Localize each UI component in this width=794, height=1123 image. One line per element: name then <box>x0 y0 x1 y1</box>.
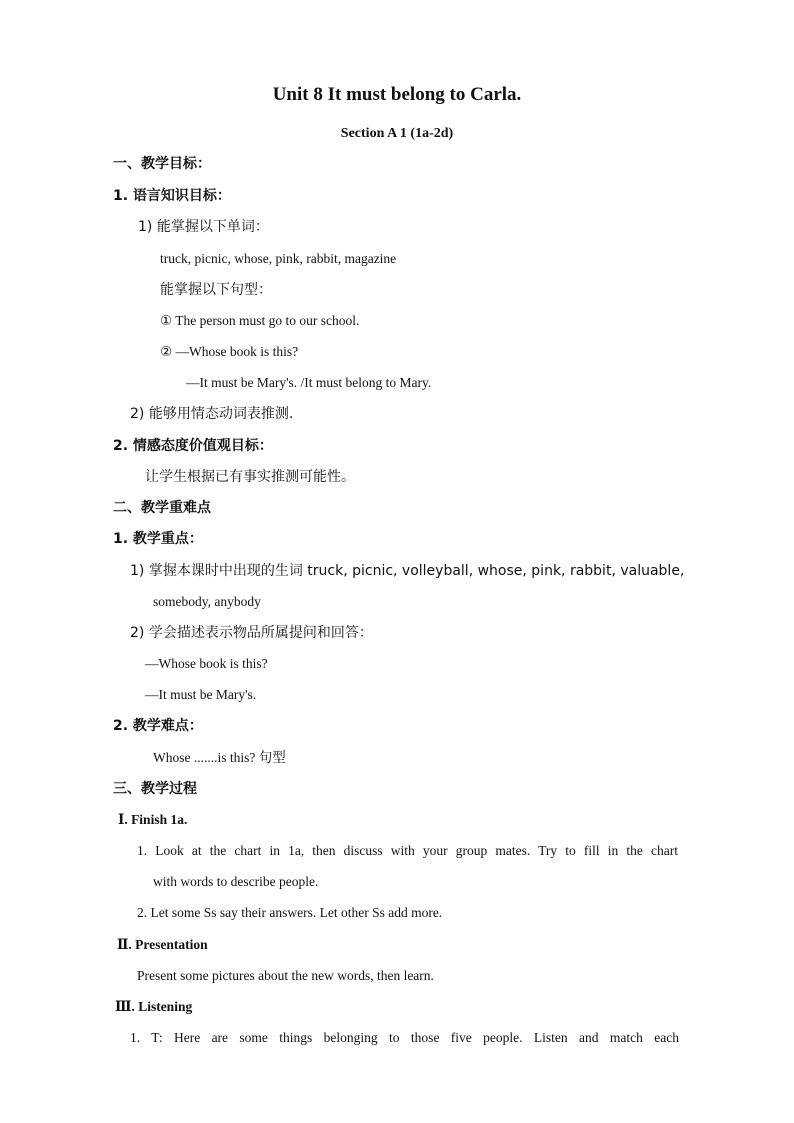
example-answer: —It must be Mary's. <box>145 687 257 702</box>
step-2-text: Present some pictures about the new words, then learn. <box>137 968 434 983</box>
key-point-2: 2) 学会描述表示物品所属提问和回答： <box>130 625 373 641</box>
section-subtitle: Section A 1 (1a-2d) <box>340 126 454 141</box>
step-1-heading: Ⅰ. Finish 1a. <box>118 812 188 827</box>
step-3-item-1: 1. T: Here are some things belonging to those five people. Listen and match each <box>130 1030 679 1045</box>
objective-attitude: 2. 情感态度价值观目标： <box>113 438 273 454</box>
step-2-heading: Ⅱ. Presentation <box>117 937 208 952</box>
step-1-item-2: 2. Let some Ss say their answers. Let other Ss add more. <box>137 905 443 920</box>
attitude-text: 让学生根据已有事实推测可能性。 <box>145 469 355 485</box>
pattern-intro: 能掌握以下句型： <box>160 282 272 298</box>
heading-teaching-process: 三、教学过程 <box>113 781 197 797</box>
objective-modal-verbs: 2) 能够用情态动词表推测. <box>130 406 294 422</box>
key-point-1-cont: somebody, anybody <box>153 594 261 609</box>
pattern-2-question: ② —Whose book is this? <box>160 344 299 359</box>
difficult-point-text: Whose .......is this? 句型 <box>153 750 286 765</box>
pattern-1: ① The person must go to our school. <box>160 313 360 328</box>
document-title: Unit 8 It must belong to Carla. <box>272 84 522 105</box>
key-point-1: 1) 掌握本课时中出现的生词 truck, picnic, volleyball, whose, pink, rabbit, valuable, <box>130 563 685 579</box>
key-points-label: 1. 教学重点： <box>113 531 203 547</box>
pattern-2-answer: —It must be Mary's. /It must belong to Mary. <box>186 375 432 390</box>
step-1-item-1-cont: with words to describe people. <box>153 874 319 889</box>
heading-key-difficult-points: 二、教学重难点 <box>113 500 211 516</box>
heading-teaching-objectives: 一、教学目标： <box>113 156 211 172</box>
example-question: —Whose book is this? <box>145 656 268 671</box>
difficult-points-label: 2. 教学难点： <box>113 718 203 734</box>
vocab-words: truck, picnic, whose, pink, rabbit, magazine <box>160 251 397 266</box>
step-3-heading: Ⅲ. Listening <box>115 999 193 1014</box>
objective-vocab-intro: 1) 能掌握以下单词： <box>138 219 269 235</box>
step-1-item-1: 1. Look at the chart in 1a, then discuss with your group mates. Try to fill in the chart <box>137 843 678 858</box>
objective-language-knowledge: 1. 语言知识目标： <box>113 188 231 204</box>
